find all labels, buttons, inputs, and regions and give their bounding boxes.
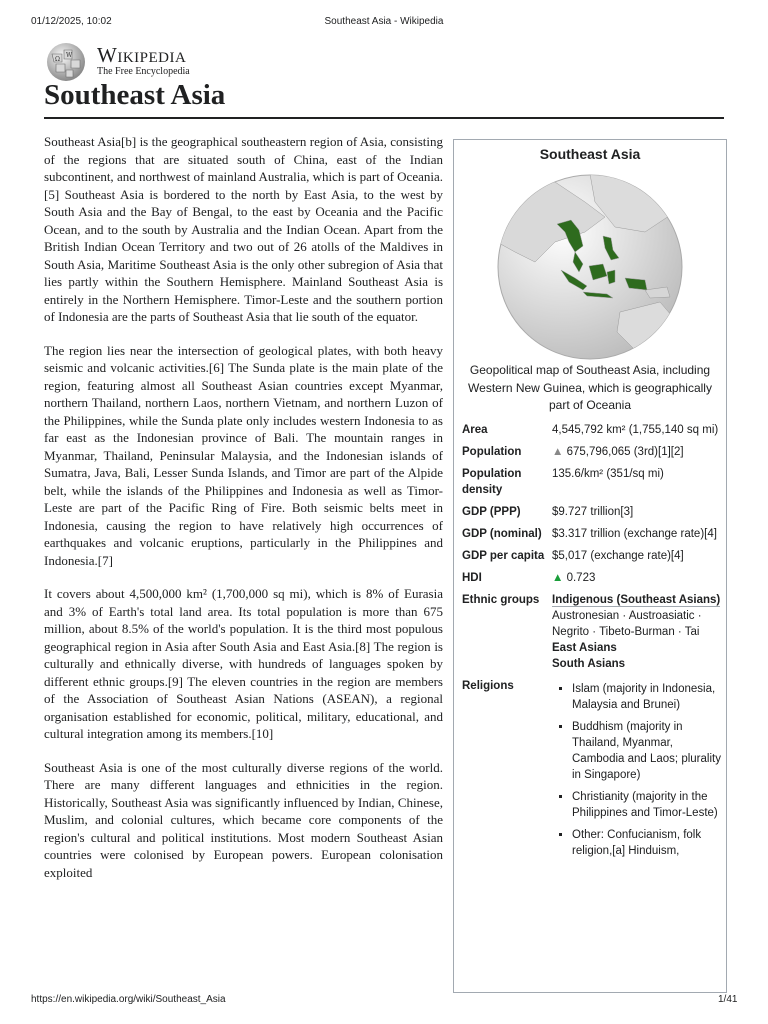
print-page-title: Southeast Asia - Wikipedia: [324, 16, 444, 27]
religions-list: [552, 681, 722, 859]
hdi-label[interactable]: HDI: [462, 571, 482, 584]
paragraph-intro: Southeast Asia[b] is the geographical southeastern region of Asia, consisting of the regions that are situated south of China, east of the Indian subcontinent, and northwest of mainland Australia, which is part of Oceania.[5] Southeast Asia is bordered to the north by East Asia, to the west by South Asia and the Bay of Bengal, to the east by Oceania and the Pacific Ocean, and to the south by Australia and the Indian Ocean. Apart from the British Indian Ocean Territory and two out of 26 atolls of the Maldives in South Asia, Maritime Southeast Asia is the only other subregion of Asia that lies partly within the Southern Hemisphere. Mainland Southeast Asia is entirely in the Northern Hemisphere. Timor-Leste and the southern portion of Indonesia are the parts of Southeast Asia that lie south of the equator.: [44, 134, 443, 324]
religion-islam[interactable]: ▪ Islam (majority in Indonesia, Malaysia and Brunei): [572, 681, 722, 713]
gdp-ppp-label[interactable]: GDP (PPP): [462, 505, 521, 518]
article-body: [44, 133, 443, 897]
svg-text:Ω: Ω: [55, 56, 60, 63]
hdi-cell: [552, 567, 722, 589]
paragraph-culture: Southeast Asia is one of the most culturally diverse regions of the world. There are many different languages and ethnicities in the region. Historically, Southeast Asia was significantly influenced by Indian, Chinese, Muslim, and colonial cultures, which became core components of the region's cultural and political institutions. Most modern Southeast Asian countries were colonised by European powers. European colonisation exploited: [44, 759, 443, 880]
gdp-capita-label[interactable]: GDP per capita: [462, 549, 545, 562]
green-triangle-up-icon: ▲: [552, 571, 567, 584]
infobox-row-gdp-nominal: [460, 523, 722, 545]
wikipedia-wordmark[interactable]: Wikipedia: [97, 43, 187, 67]
religion-christianity[interactable]: ▪ Christianity (majority in the Philippines and Timor-Leste): [572, 789, 722, 821]
gdp-ppp-value: $9.727 trillion[3]: [552, 505, 634, 518]
infobox-row-gdp-ppp: [460, 501, 722, 523]
ethnic-south-asians-link[interactable]: South Asians: [552, 657, 626, 670]
paragraph-geology: The region lies near the intersection of geological plates, with both heavy seismic and volcanic activities.[6] The Sunda plate is the main plate of the region, featuring almost all Southeast Asian countries except Myanmar, northern Thailand, northern Laos, northern Vietnam, and northern Luzon of the Philippines, while the Sunda plate only includes western Indonesia to as far east as the Indonesian province of Bali. The mountain ranges in Myanmar, Thailand, Peninsular Malaysia, and the Indonesian islands of Sumatra, Java, Bali, Lesser Sunda Islands, and Timor are part of the Alpide belt, while the islands of the Philippines and Indonesia as well as Timor-Leste are part of the Pacific Ring of Fire. Both seismic belts meet in Indonesia, causing the region to have relatively high occurrences of earthquakes and volcanic eruptions, particularly in the Philippines and Indonesia.[7]: [44, 342, 443, 568]
map-caption: Geopolitical map of Southeast Asia, including Western New Guinea, which is geographically part of Oceania: [468, 363, 712, 412]
gdp-nominal-value: $3.317 trillion (exchange rate)[4]: [552, 527, 717, 540]
density-label: Population density: [462, 467, 522, 496]
hdi-value: 0.723: [566, 571, 596, 584]
infobox-table: [460, 419, 722, 868]
area-label: Area: [462, 423, 488, 436]
infobox-row-population: [460, 441, 722, 463]
religions-label: Religions: [462, 679, 514, 692]
population-value: 675,796,065 (3rd)[1][2]: [566, 445, 684, 458]
ethnic-subgroups[interactable]: Austronesian · Austroasiatic · Negrito · Tibeto-Burman · Tai: [552, 609, 702, 638]
infobox-row-religions: [460, 675, 722, 868]
infobox-row-hdi: [460, 567, 722, 589]
population-cell: [552, 441, 722, 463]
religion-buddhism[interactable]: ▪ Buddhism (majority in Thailand, Myanmar, Cambodia and Laos; plurality in Singapore): [572, 719, 722, 783]
paragraph-area: It covers about 4,500,000 km² (1,700,000 sq mi), which is 8% of Eurasia and 3% of Earth's total land area. Its total population is more than 675 million, about 8.5% of the world's population. It is the third most populous geographical region in Asia after South Asia and East Asia.[8] The region is culturally and ethnically diverse, with hundreds of languages spoken by different ethnic groups.[9] The eleven countries in the region are members of the Association of Southeast Asian Nations (ASEAN), a regional organisation established for economic, political, military, educational, and cultural integration among its members.[10]: [44, 586, 443, 741]
page-title: Southeast Asia: [44, 79, 226, 111]
ethnic-east-asians-link[interactable]: East Asians: [552, 641, 617, 654]
svg-text:W: W: [66, 52, 73, 59]
ethnic-cell: [552, 589, 722, 675]
gdp-capita-value: $5,017 (exchange rate)[4]: [552, 549, 684, 562]
gdp-nominal-label[interactable]: GDP (nominal): [462, 527, 542, 540]
infobox-row-ethnic: [460, 589, 722, 675]
print-page-number: 1/41: [718, 994, 738, 1005]
ethnic-indigenous-link[interactable]: Indigenous (Southeast Asians): [552, 593, 721, 606]
infobox-title: Southeast Asia: [539, 146, 641, 162]
globe-map-image[interactable]: [495, 172, 685, 362]
wikipedia-globe-icon[interactable]: [44, 42, 88, 82]
infobox-row-gdp-capita: [460, 545, 722, 567]
religions-cell: [552, 675, 722, 868]
infobox-row-density: [460, 463, 722, 501]
title-divider: [44, 117, 724, 119]
infobox: [453, 139, 727, 993]
ethnic-label[interactable]: Ethnic groups: [462, 593, 540, 606]
population-label: Population: [462, 445, 522, 458]
religion-other[interactable]: ▪ Other: Confucianism, folk religion,[a] Hinduism,: [572, 827, 722, 859]
print-url: https://en.wikipedia.org/wiki/Southeast_Asia: [31, 994, 226, 1005]
area-value: 4,545,792 km² (1,755,140 sq mi): [552, 423, 719, 436]
wikipedia-tagline: The Free Encyclopedia: [97, 66, 190, 77]
density-value: 135.6/km² (351/sq mi): [552, 467, 664, 480]
gray-triangle-up-icon: ▲: [552, 445, 567, 458]
print-datetime: 01/12/2025, 10:02: [31, 16, 112, 27]
infobox-row-area: [460, 419, 722, 441]
